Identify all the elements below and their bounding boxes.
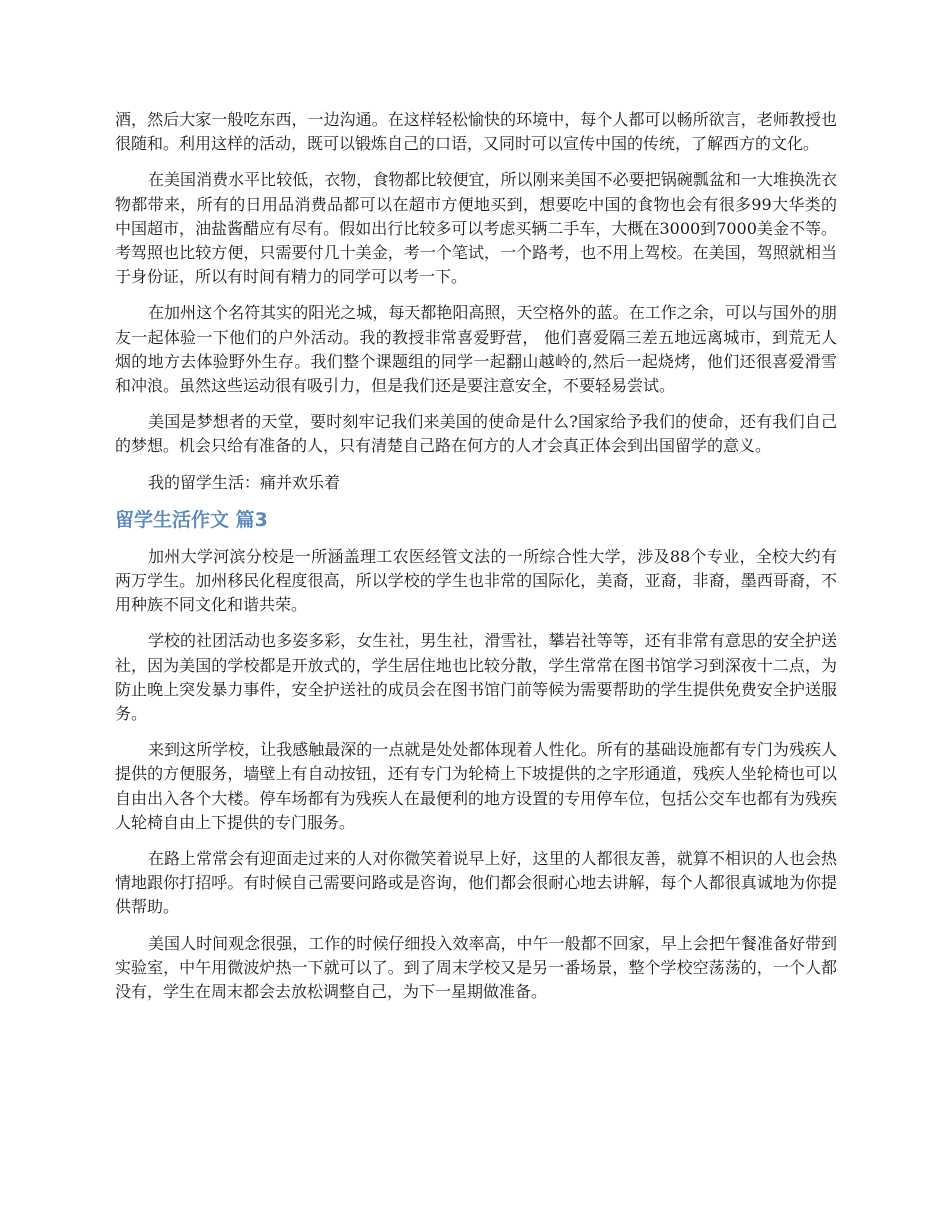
section-heading: 留学生活作文 篇3 [115, 508, 268, 531]
document-body [115, 108, 837, 1016]
paragraph-time-concept: 美国人时间观念很强，工作的时候仔细投入效率高，中午一般都不回家，早上会把午餐准备好带到实验室，中午用微波炉热一下就可以了。到了周末学校又是另一番场景，整个学校空荡荡的，一个人都没有，学生在周末都会去放松调整自己，为下一星期做准备。 [115, 933, 837, 1002]
paragraph-friendly-people: 在路上常常会有迎面走过来的人对你微笑着说早上好，这里的人都很友善，就算不相识的人也会热情地跟你打招呼。有时候自己需要问路或是咨询，他们都会很耐心地去讲解，每个人都很真诚地为你提供帮助。 [115, 849, 837, 917]
paragraph-subtitle-line: 我的留学生活：痛并欢乐着 [148, 472, 341, 492]
paragraph-clubs: 学校的社团活动也多姿多彩，女生社，男生社，滑雪社，攀岩社等等，还有非常有意思的安全护送社，因为美国的学校都是开放式的，学生居住地也比较分散，学生常常在图书馆学习到深夜十二点，为防止晚上突发暴力事件，安全护送社的成员会在图书馆门前等候为需要帮助的学生提供免费安全护送服务。 [115, 631, 837, 724]
paragraph-dreamers-paradise: 美国是梦想者的天堂，要时刻牢记我们来美国的使命是什么?国家给予我们的使命，还有我们自己的梦想。机会只给有准备的人，只有清楚自己路在何方的人才会真正体会到出国留学的意义。 [115, 412, 837, 456]
paragraph-consumption: 在美国消费水平比较低，衣物，食物都比较便宜，所以刚来美国不必要把锅碗瓢盆和一大堆换洗衣物都带来，所有的日用品消费品都可以在超市方便地买到，想要吃中国的食物也会有很多99大华类的中国超市，油盐酱醋应有尽有。假如出行比较多可以考虑买辆二手车，大概在3000到7000美金不等。考驾照也比较方便，只需要付几十美金，考一个笔试，一个路考，也不用上驾校。在美国，驾照就相当于身份证，所以有时间有精力的同学可以考一下。 [115, 170, 837, 287]
paragraph-accessibility: 来到这所学校，让我感触最深的一点就是处处都体现着人性化。所有的基础设施都有专门为残疾人提供的方便服务，墙壁上有自动按钮，还有专门为轮椅上下坡提供的之字形通道，残疾人坐轮椅也可以自由出入各个大楼。停车场都有为残疾人在最便利的地方设置的专用停车位，包括公交车也都有为残疾人轮椅自由上下提供的专门服务。 [115, 740, 837, 832]
paragraph-california-outdoors: 在加州这个名符其实的阳光之城，每天都艳阳高照，天空格外的蓝。在工作之余，可以与国外的朋友一起体验一下他们的户外活动。我的教授非常喜爱野营， 他们喜爱隔三差五地远离城市，到荒无人烟的地方去体验野外生存。我们整个课题组的同学一起翻山越岭的,然后一起烧烤，他们还很喜爱滑雪和冲浪。虽然这些运动很有吸引力，但是我们还是要注意安全，不要轻易尝试。 [115, 303, 837, 396]
paragraph-uc-riverside: 加州大学河滨分校是一所涵盖理工农医经管文法的一所综合性大学，涉及88个专业，全校大约有两万学生。加州移民化程度很高，所以学校的学生也非常的国际化，美裔，亚裔，非裔，墨西哥裔，不用种族不同文化和谐共荣。 [115, 546, 837, 615]
paragraph-continued: 酒，然后大家一般吃东西，一边沟通。在这样轻松愉快的环境中，每个人都可以畅所欲言，老师教授也很随和。利用这样的活动，既可以锻炼自己的口语，又同时可以宣传中国的传统，了解西方的文化。 [115, 110, 837, 154]
